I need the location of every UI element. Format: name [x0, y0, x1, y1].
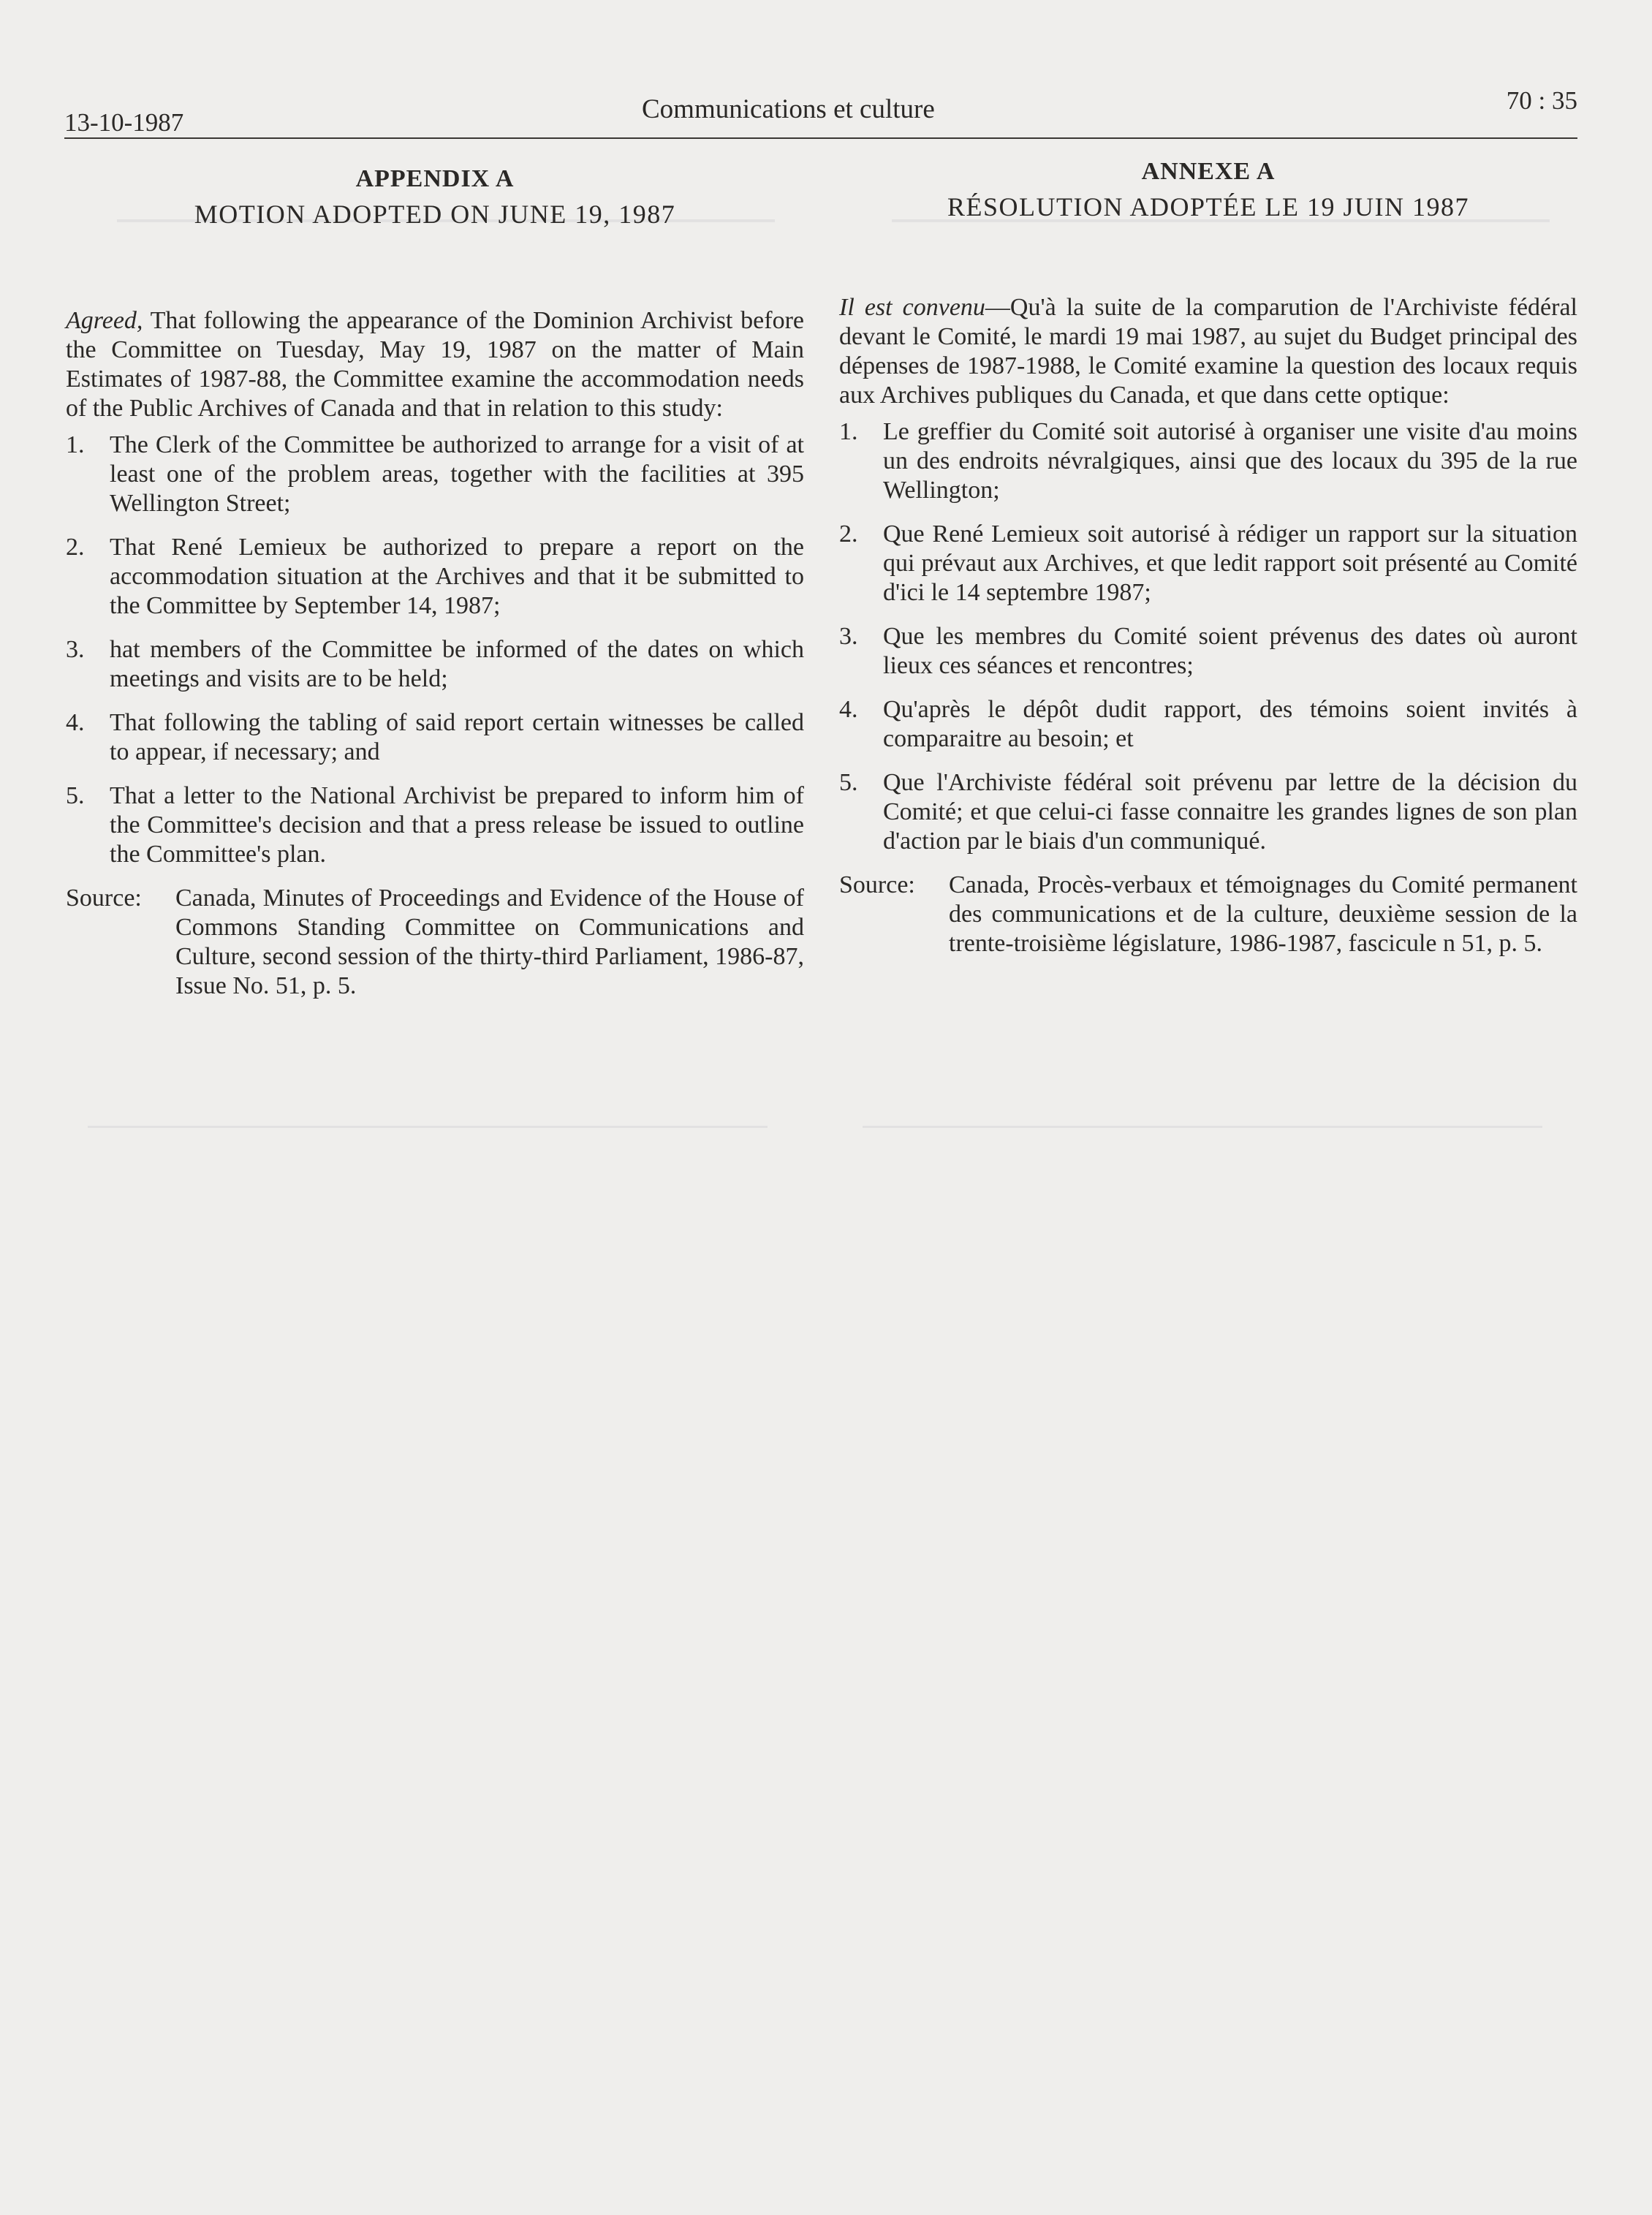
item-text: Que les membres du Comité soient prévenus des dates où auront lieux ces séances et rencontres; — [883, 623, 1577, 679]
item-number: 1. — [66, 431, 85, 458]
source-label: Source: — [66, 885, 142, 912]
appendix-label: APPENDIX A — [355, 165, 515, 192]
item-text: hat members of the Committee be informed of the dates on which meetings and visits are to be held; — [110, 636, 804, 692]
list-item — [839, 768, 1577, 856]
source-label: Source: — [839, 871, 915, 898]
list-item — [66, 781, 804, 869]
resolution-items-list — [839, 417, 1577, 856]
english-column — [66, 164, 804, 1001]
list-item — [839, 520, 1577, 607]
motion-items-list — [66, 431, 804, 869]
item-text: Que René Lemieux soit autorisé à rédiger un rapport sur la situation qui prévaut aux Archives, et que ledit rapport soit présenté au Comité d'ici le 14 septembre 1987; — [883, 520, 1577, 606]
source-citation — [839, 871, 1577, 958]
header-page-number: 70 : 35 — [1506, 86, 1577, 115]
intro-text: —Qu'à la suite de la comparution de l'Archiviste fédéral devant le Comité, le mardi 19 mai 1987, au sujet du Budget principal des dépenses de 1987-1988, le Comité examine la question des locaux requis aux Archives publiques du Canada, et que dans cette optique: — [839, 294, 1577, 409]
list-item — [66, 431, 804, 518]
item-text: That following the tabling of said report certain witnesses be called to appear, if necessary; and — [110, 709, 804, 765]
header-date: 13-10-1987 — [64, 108, 184, 137]
item-text: That a letter to the National Archivist be prepared to inform him of the Committee's decision and that a press release be issued to outline the Committee's plan. — [110, 782, 804, 868]
list-item — [66, 635, 804, 694]
item-text: Le greffier du Comité soit autorisé à organiser une visite d'au moins un des endroits névralgiques, ainsi que des locaux du 395 de la rue Wellington; — [883, 418, 1577, 504]
list-item — [839, 622, 1577, 681]
item-number: 1. — [839, 418, 858, 445]
intro-text: That following the appearance of the Dominion Archivist before the Committee on Tuesday, May 19, 1987 on the matter of Main Estimates of 1987-88, the Committee examine the accommodation needs of the Public Archives of Canada and that in relation to this study: — [66, 307, 804, 422]
item-text: Qu'après le dépôt dudit rapport, des témoins soient invités à comparaitre au besoin; et — [883, 696, 1577, 752]
list-item — [66, 708, 804, 767]
item-number: 2. — [66, 534, 85, 561]
item-number: 5. — [839, 769, 858, 796]
item-number: 5. — [66, 782, 85, 809]
item-text: The Clerk of the Committee be authorized to arrange for a visit of at least one of the problem areas, together with the facilities at 395 Wellington Street; — [110, 431, 804, 517]
item-number: 4. — [66, 709, 85, 736]
item-text: Que l'Archiviste fédéral soit prévenu par lettre de la décision du Comité; et que celui-ci fasse connaitre les grandes lignes de son plan d'action par le biais d'un communiqué. — [883, 769, 1577, 855]
intro-lead: Agreed, — [66, 307, 143, 334]
resolution-title: RÉSOLUTION ADOPTÉE LE 19 JUIN 1987 — [947, 192, 1469, 222]
intro-lead: Il est convenu — [839, 294, 985, 321]
source-citation — [66, 884, 804, 1001]
resolution-intro — [839, 293, 1577, 410]
french-column — [839, 157, 1577, 958]
source-text: Canada, Minutes of Proceedings and Evidence of the House of Commons Standing Committee on Communications and Culture, second session of the thirty-third Parliament, 1986-87, Issue No. 51, p. 5. — [175, 885, 804, 999]
motion-title: MOTION ADOPTED ON JUNE 19, 1987 — [194, 200, 676, 229]
item-number: 3. — [66, 636, 85, 663]
header-running-title: Communications et culture — [642, 94, 935, 124]
page-header — [64, 86, 1577, 139]
item-number: 3. — [839, 623, 858, 650]
annexe-label: ANNEXE A — [1141, 158, 1276, 185]
motion-intro — [66, 306, 804, 423]
list-item — [839, 417, 1577, 505]
list-item — [66, 533, 804, 621]
item-number: 4. — [839, 696, 858, 723]
item-number: 2. — [839, 520, 858, 548]
list-item — [839, 695, 1577, 754]
source-text: Canada, Procès-verbaux et témoignages du Comité permanent des communications et de la culture, deuxième session de la trente-troisième législature, 1986-1987, fascicule n 51, p. 5. — [949, 871, 1577, 957]
item-text: That René Lemieux be authorized to prepare a report on the accommodation situation at the Archives and that it be submitted to the Committee by September 14, 1987; — [110, 534, 804, 619]
